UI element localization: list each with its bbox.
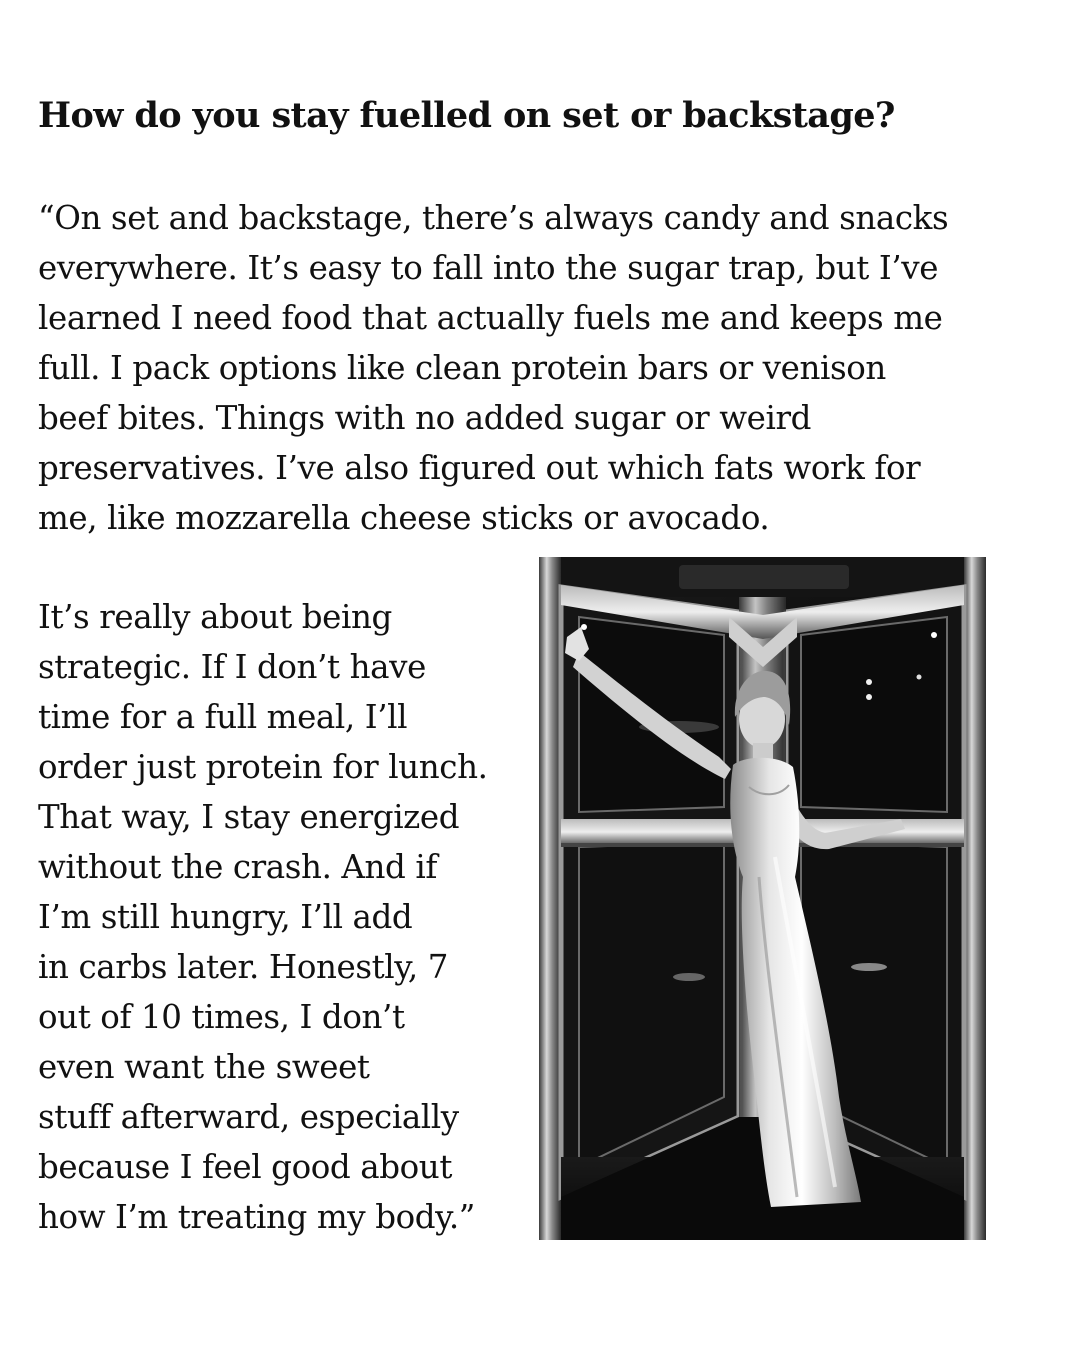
text-line: without the crash. And if xyxy=(38,848,437,886)
text-line: in carbs later. Honestly, 7 xyxy=(38,948,449,986)
text-line: learned I need food that actually fuels me and keeps me xyxy=(38,299,943,337)
text-line: It’s really about being xyxy=(38,598,392,636)
question-heading: How do you stay fuelled on set or backstage? xyxy=(38,95,895,136)
text-line: beef bites. Things with no added sugar or weird xyxy=(38,399,812,437)
text-line: out of 10 times, I don’t xyxy=(38,998,405,1036)
text-line: order just protein for lunch. xyxy=(38,748,488,786)
text-line: preservatives. I’ve also figured out which fats work for xyxy=(38,449,921,487)
text-line: me, like mozzarella cheese sticks or avocado. xyxy=(38,499,770,537)
text-line: “On set and backstage, there’s always candy and snacks xyxy=(38,199,949,237)
text-line: strategic. If I don’t have xyxy=(38,648,426,686)
woman-in-revolving-door-photo xyxy=(539,557,986,1240)
text-line: full. I pack options like clean protein bars or venison xyxy=(38,349,886,387)
text-line: time for a full meal, I’ll xyxy=(38,698,408,736)
text-line: That way, I stay energized xyxy=(38,798,460,836)
text-line: I’m still hungry, I’ll add xyxy=(38,898,413,936)
text-line: how I’m treating my body.” xyxy=(38,1198,475,1236)
answer-paragraph-2 xyxy=(38,592,538,1242)
text-line: because I feel good about xyxy=(38,1148,452,1186)
text-line: even want the sweet xyxy=(38,1048,370,1086)
answer-paragraph-1 xyxy=(38,193,1058,543)
text-line: stuff afterward, especially xyxy=(38,1098,459,1136)
text-line: everywhere. It’s easy to fall into the sugar trap, but I’ve xyxy=(38,249,939,287)
